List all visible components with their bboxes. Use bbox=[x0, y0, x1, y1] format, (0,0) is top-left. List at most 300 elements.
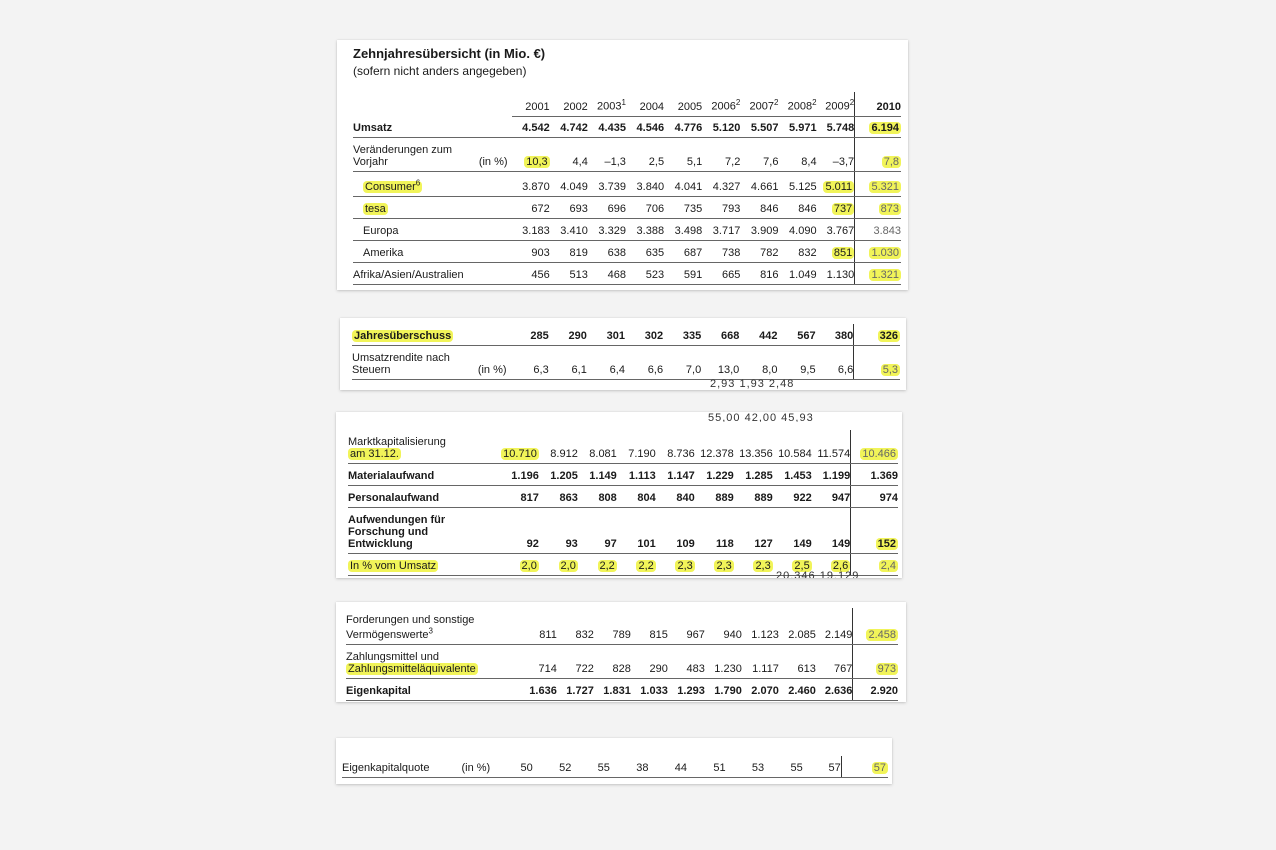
value-text: 8.736 bbox=[667, 448, 695, 460]
table-row bbox=[353, 262, 901, 284]
value-cell bbox=[812, 508, 851, 554]
value-text: 638 bbox=[607, 246, 626, 259]
value-text: 789 bbox=[612, 628, 631, 641]
row-label-text: Jahresüberschuss bbox=[354, 330, 452, 342]
value-text: 2,4 bbox=[880, 560, 896, 572]
value-text: 3.388 bbox=[636, 224, 665, 237]
value-text: 1.147 bbox=[667, 470, 695, 482]
value-cell bbox=[779, 644, 816, 678]
value-text: 2.636 bbox=[824, 684, 853, 697]
value-cell bbox=[851, 486, 898, 508]
clipping-net-income bbox=[340, 318, 906, 390]
value-text: 3.909 bbox=[750, 224, 779, 237]
value-cell bbox=[702, 138, 740, 172]
value-text: 668 bbox=[720, 330, 740, 342]
value-cell bbox=[625, 324, 663, 346]
value-text: 2,2 bbox=[599, 560, 615, 572]
value-cell bbox=[853, 644, 898, 678]
value-text: 1.130 bbox=[826, 268, 855, 281]
value-text: 2.920 bbox=[870, 684, 898, 697]
value-cell bbox=[512, 116, 550, 138]
value-cell bbox=[549, 346, 587, 380]
value-cell bbox=[740, 116, 778, 138]
value-cell bbox=[739, 346, 777, 380]
value-cell bbox=[617, 464, 656, 486]
value-text: 1.113 bbox=[628, 470, 656, 482]
value-cell bbox=[816, 346, 854, 380]
year-header bbox=[664, 92, 702, 116]
value-text: 8,0 bbox=[762, 364, 778, 376]
row-label-text: Amerika bbox=[363, 246, 404, 259]
partial-row-text: 2,93 1,93 2,48 bbox=[710, 378, 795, 390]
value-text: 974 bbox=[879, 492, 898, 504]
row-label-text: Afrika/Asien/Australien bbox=[353, 268, 464, 281]
table-row bbox=[348, 464, 898, 486]
value-text: 1.196 bbox=[511, 470, 539, 482]
value-text: 5,3 bbox=[882, 364, 898, 376]
value-text: 2,6 bbox=[832, 560, 849, 572]
value-cell bbox=[626, 138, 664, 172]
value-cell bbox=[557, 678, 594, 700]
value-cell bbox=[702, 218, 740, 240]
value-text: 3.410 bbox=[560, 224, 588, 237]
value-cell bbox=[778, 240, 816, 262]
value-text: 57 bbox=[873, 762, 886, 774]
row-label bbox=[346, 644, 478, 678]
row-label bbox=[348, 508, 453, 554]
value-cell bbox=[550, 172, 588, 197]
row-unit bbox=[478, 608, 520, 644]
value-cell bbox=[511, 346, 549, 380]
value-text: 93 bbox=[565, 538, 578, 550]
value-text: 3.329 bbox=[598, 224, 626, 237]
value-cell bbox=[855, 240, 901, 262]
value-cell bbox=[512, 262, 550, 284]
value-text: 5.011 bbox=[825, 180, 853, 193]
row-label-text: Vorjahr bbox=[353, 156, 388, 169]
partial-row-text-top: 55,00 42,00 45,93 bbox=[708, 412, 814, 422]
value-text: 5,1 bbox=[686, 156, 703, 169]
row-unit bbox=[465, 116, 511, 138]
row-label bbox=[353, 196, 465, 218]
value-text: 2,3 bbox=[677, 560, 693, 572]
value-cell bbox=[778, 172, 816, 197]
value-text: 940 bbox=[723, 628, 742, 641]
footnote-marker: 6 bbox=[415, 178, 421, 188]
value-cell bbox=[816, 608, 853, 644]
row-label-text: Eigenkapital bbox=[346, 684, 411, 697]
row-label-text: tesa bbox=[365, 202, 386, 215]
value-text: 706 bbox=[645, 202, 665, 215]
value-cell bbox=[695, 464, 734, 486]
value-cell bbox=[734, 508, 773, 554]
value-cell bbox=[777, 324, 815, 346]
value-text: 6,6 bbox=[647, 364, 664, 376]
value-text: 8,4 bbox=[801, 156, 817, 169]
row-label-text: Veränderungen zum bbox=[353, 144, 453, 157]
row-label bbox=[342, 756, 448, 778]
value-cell bbox=[812, 486, 851, 508]
value-cell bbox=[705, 678, 742, 700]
value-text: 3.767 bbox=[826, 224, 855, 237]
year-label: 2001 bbox=[525, 100, 550, 113]
row-label-text: Personalaufwand bbox=[348, 492, 440, 504]
value-cell bbox=[664, 116, 702, 138]
clipping-revenue bbox=[337, 40, 908, 290]
value-text: 10.466 bbox=[862, 448, 896, 460]
value-text: 2.460 bbox=[788, 684, 816, 697]
value-text: 767 bbox=[834, 662, 853, 675]
value-text: 1.790 bbox=[714, 684, 742, 697]
table-row bbox=[346, 608, 898, 644]
value-cell bbox=[648, 756, 687, 778]
value-cell bbox=[841, 756, 888, 778]
row-unit: (in %) bbox=[465, 138, 511, 172]
row-label-text: Zahlungsmittel und bbox=[346, 650, 439, 663]
value-text: 97 bbox=[604, 538, 617, 550]
value-cell bbox=[812, 430, 851, 464]
value-cell bbox=[594, 644, 631, 678]
value-text: 4.090 bbox=[789, 224, 817, 237]
value-text: 693 bbox=[569, 202, 588, 215]
value-cell bbox=[817, 218, 855, 240]
value-cell bbox=[571, 756, 610, 778]
value-cell bbox=[587, 346, 625, 380]
value-text: 973 bbox=[877, 662, 896, 675]
value-cell bbox=[588, 116, 626, 138]
row-label bbox=[352, 324, 464, 346]
value-text: 53 bbox=[751, 762, 765, 774]
table-row bbox=[353, 218, 901, 240]
value-text: 816 bbox=[760, 268, 779, 281]
value-cell bbox=[626, 262, 664, 284]
year-label: 2002 bbox=[563, 100, 588, 113]
value-cell bbox=[702, 116, 740, 138]
table-row bbox=[342, 756, 888, 778]
value-text: 4.327 bbox=[712, 180, 741, 193]
value-text: 3.183 bbox=[522, 224, 550, 237]
value-text: 4.041 bbox=[674, 180, 703, 193]
value-cell bbox=[855, 172, 901, 197]
value-cell bbox=[550, 138, 588, 172]
value-text: 302 bbox=[644, 330, 664, 342]
row-label bbox=[348, 430, 453, 464]
value-text: 7,2 bbox=[725, 156, 741, 169]
value-text: 873 bbox=[880, 202, 899, 215]
value-cell bbox=[773, 508, 812, 554]
value-text: 738 bbox=[721, 246, 741, 259]
row-label-text: Consumer$^6$ bbox=[365, 178, 421, 193]
value-text: 10,3 bbox=[526, 156, 548, 169]
value-text: 2.070 bbox=[751, 684, 779, 697]
value-cell bbox=[816, 324, 854, 346]
value-text: 922 bbox=[793, 492, 812, 504]
value-text: 2.085 bbox=[788, 628, 816, 641]
value-cell bbox=[520, 608, 557, 644]
value-text: 5.321 bbox=[871, 180, 899, 193]
value-text: 804 bbox=[637, 492, 656, 504]
value-text: 10.584 bbox=[778, 448, 812, 460]
value-text: 2,0 bbox=[560, 560, 576, 572]
value-cell bbox=[817, 262, 855, 284]
table-row bbox=[353, 172, 901, 197]
row-label-text: In % vom Umsatz bbox=[350, 560, 437, 572]
value-text: 7,6 bbox=[763, 156, 779, 169]
row-unit bbox=[465, 196, 511, 218]
value-cell bbox=[594, 678, 631, 700]
value-text: 591 bbox=[683, 268, 703, 281]
partial-row-text-bottom: 20.346 19.129 bbox=[776, 570, 860, 578]
year-label: 2008 bbox=[787, 100, 813, 113]
value-cell bbox=[854, 324, 900, 346]
value-cell bbox=[742, 678, 779, 700]
value-cell bbox=[588, 138, 626, 172]
value-text: 513 bbox=[569, 268, 588, 281]
value-text: 846 bbox=[760, 202, 779, 215]
value-text: 1.149 bbox=[589, 470, 617, 482]
value-text: 38 bbox=[636, 762, 649, 774]
value-text: 442 bbox=[759, 330, 778, 342]
page-subtitle: (sofern nicht anders angegeben) bbox=[353, 64, 527, 78]
value-text: 947 bbox=[831, 492, 851, 504]
value-text: 13,0 bbox=[717, 364, 740, 376]
table-row bbox=[353, 196, 901, 218]
value-text: 1.049 bbox=[789, 268, 817, 281]
row-unit bbox=[453, 486, 500, 508]
value-cell bbox=[740, 172, 778, 197]
value-text: 832 bbox=[575, 628, 594, 641]
row-label-text: Eigenkapitalquote bbox=[342, 762, 430, 774]
value-cell bbox=[494, 756, 533, 778]
table-row bbox=[346, 678, 898, 700]
row-label bbox=[348, 554, 453, 576]
assets-table bbox=[346, 608, 898, 701]
value-text: 483 bbox=[686, 662, 705, 675]
value-cell bbox=[779, 678, 816, 700]
value-text: 5.125 bbox=[789, 180, 817, 193]
value-text: 10.710 bbox=[503, 448, 537, 460]
value-text: 149 bbox=[793, 538, 812, 550]
value-cell bbox=[550, 262, 588, 284]
value-cell bbox=[512, 196, 550, 218]
expenses-table bbox=[348, 430, 898, 576]
value-cell bbox=[817, 138, 855, 172]
year-header bbox=[588, 92, 626, 116]
row-unit bbox=[453, 508, 500, 554]
value-cell bbox=[549, 324, 587, 346]
value-cell bbox=[500, 486, 539, 508]
row-label-text: Zahlungsmitteläquivalente bbox=[348, 662, 476, 675]
value-text: 567 bbox=[797, 330, 816, 342]
value-cell bbox=[853, 678, 898, 700]
value-text: 290 bbox=[568, 330, 587, 342]
value-text: 11.574 bbox=[817, 448, 851, 460]
value-text: 2,2 bbox=[638, 560, 654, 572]
value-text: 1.205 bbox=[550, 470, 578, 482]
value-text: 101 bbox=[637, 538, 656, 550]
value-cell bbox=[550, 196, 588, 218]
row-label bbox=[352, 346, 464, 380]
row-label bbox=[353, 262, 465, 284]
value-cell bbox=[656, 508, 695, 554]
value-text: 1.636 bbox=[529, 684, 557, 697]
year-header bbox=[626, 92, 664, 116]
year-label: 2010 bbox=[876, 100, 901, 113]
value-cell bbox=[578, 430, 617, 464]
value-cell bbox=[664, 138, 702, 172]
value-text: 4.049 bbox=[560, 180, 588, 193]
value-cell bbox=[817, 196, 855, 218]
value-text: 1.727 bbox=[566, 684, 594, 697]
value-text: 92 bbox=[526, 538, 539, 550]
value-text: 1.030 bbox=[871, 246, 899, 259]
value-cell bbox=[855, 138, 901, 172]
value-cell bbox=[617, 508, 656, 554]
value-cell bbox=[778, 196, 816, 218]
value-cell bbox=[656, 486, 695, 508]
value-text: 1.453 bbox=[784, 470, 812, 482]
value-cell bbox=[625, 346, 663, 380]
value-cell bbox=[702, 262, 740, 284]
value-text: 1.123 bbox=[751, 628, 779, 641]
value-text: 815 bbox=[649, 628, 668, 641]
value-cell bbox=[656, 430, 695, 464]
value-text: 2.149 bbox=[824, 628, 853, 641]
value-text: 7,8 bbox=[883, 156, 899, 169]
value-cell bbox=[539, 554, 578, 576]
value-text: 1.321 bbox=[871, 268, 899, 281]
value-text: –3,7 bbox=[832, 156, 855, 169]
value-cell bbox=[578, 554, 617, 576]
value-text: –1,3 bbox=[604, 156, 626, 169]
value-cell bbox=[511, 324, 549, 346]
value-text: 5.120 bbox=[712, 122, 741, 135]
value-text: 152 bbox=[877, 538, 896, 550]
value-text: 808 bbox=[598, 492, 617, 504]
value-cell bbox=[779, 608, 816, 644]
value-cell bbox=[533, 756, 572, 778]
value-cell bbox=[587, 324, 625, 346]
value-text: 290 bbox=[649, 662, 668, 675]
value-text: 55 bbox=[597, 762, 610, 774]
value-text: 3.717 bbox=[712, 224, 741, 237]
value-cell bbox=[701, 346, 739, 380]
value-cell bbox=[773, 430, 812, 464]
value-cell bbox=[663, 346, 701, 380]
row-unit bbox=[453, 430, 500, 464]
value-text: 3.843 bbox=[873, 224, 901, 237]
value-text: 380 bbox=[834, 330, 854, 342]
value-cell bbox=[803, 756, 842, 778]
value-text: 1.285 bbox=[745, 470, 773, 482]
value-text: 722 bbox=[575, 662, 594, 675]
table-row bbox=[353, 240, 901, 262]
value-cell bbox=[550, 116, 588, 138]
row-unit bbox=[453, 554, 500, 576]
value-cell bbox=[817, 116, 855, 138]
value-cell bbox=[664, 218, 702, 240]
footnote-marker: 2 bbox=[849, 98, 855, 107]
table-row bbox=[348, 508, 898, 554]
value-text: 714 bbox=[538, 662, 557, 675]
clipping-assets bbox=[336, 602, 906, 702]
value-text: 9,5 bbox=[800, 364, 816, 376]
value-cell bbox=[705, 608, 742, 644]
value-cell bbox=[851, 430, 898, 464]
year-header bbox=[817, 92, 855, 116]
value-cell bbox=[701, 324, 739, 346]
value-text: 6,4 bbox=[609, 364, 625, 376]
value-text: 665 bbox=[721, 268, 741, 281]
value-cell bbox=[557, 644, 594, 678]
value-cell bbox=[855, 262, 901, 284]
clipping-equity-ratio bbox=[336, 738, 892, 784]
row-unit bbox=[465, 262, 511, 284]
value-cell bbox=[626, 218, 664, 240]
value-cell bbox=[500, 508, 539, 554]
value-text: 635 bbox=[645, 246, 665, 259]
footnote-marker: 2 bbox=[812, 98, 817, 107]
value-cell bbox=[855, 218, 901, 240]
value-cell bbox=[539, 430, 578, 464]
value-text: 811 bbox=[539, 628, 557, 641]
row-label-text: Forschung und bbox=[348, 526, 429, 538]
value-cell bbox=[687, 756, 726, 778]
year-header bbox=[778, 92, 816, 116]
value-text: 3.498 bbox=[674, 224, 703, 237]
value-text: 737 bbox=[833, 202, 853, 215]
value-cell bbox=[520, 644, 557, 678]
year-header bbox=[512, 92, 550, 116]
value-cell bbox=[550, 240, 588, 262]
value-text: 2,0 bbox=[521, 560, 537, 572]
value-text: 57 bbox=[828, 762, 841, 774]
value-text: 903 bbox=[531, 246, 550, 259]
value-cell bbox=[520, 678, 557, 700]
row-label-text: Umsatz bbox=[353, 122, 393, 135]
row-unit bbox=[465, 172, 511, 197]
row-unit bbox=[465, 240, 511, 262]
year-header bbox=[550, 92, 588, 116]
net-income-table bbox=[352, 324, 900, 380]
value-cell bbox=[705, 644, 742, 678]
value-cell bbox=[557, 608, 594, 644]
value-text: 782 bbox=[760, 246, 779, 259]
value-text: 2.458 bbox=[868, 628, 896, 641]
value-text: 1.831 bbox=[603, 684, 631, 697]
value-cell bbox=[778, 218, 816, 240]
table-row bbox=[352, 324, 900, 346]
footnote-marker: 3 bbox=[428, 626, 433, 635]
value-cell bbox=[740, 262, 778, 284]
value-cell bbox=[539, 486, 578, 508]
value-cell bbox=[588, 240, 626, 262]
value-cell bbox=[739, 324, 777, 346]
value-cell bbox=[778, 138, 816, 172]
value-text: 523 bbox=[645, 268, 665, 281]
value-cell bbox=[617, 554, 656, 576]
value-text: 13.356 bbox=[739, 448, 773, 460]
table-row bbox=[353, 138, 901, 172]
value-cell bbox=[550, 218, 588, 240]
value-cell bbox=[656, 464, 695, 486]
value-cell bbox=[742, 644, 779, 678]
year-label: 2004 bbox=[639, 100, 665, 113]
table-row bbox=[352, 346, 900, 380]
value-text: 672 bbox=[531, 202, 550, 215]
value-cell bbox=[812, 464, 851, 486]
value-text: 840 bbox=[676, 492, 695, 504]
